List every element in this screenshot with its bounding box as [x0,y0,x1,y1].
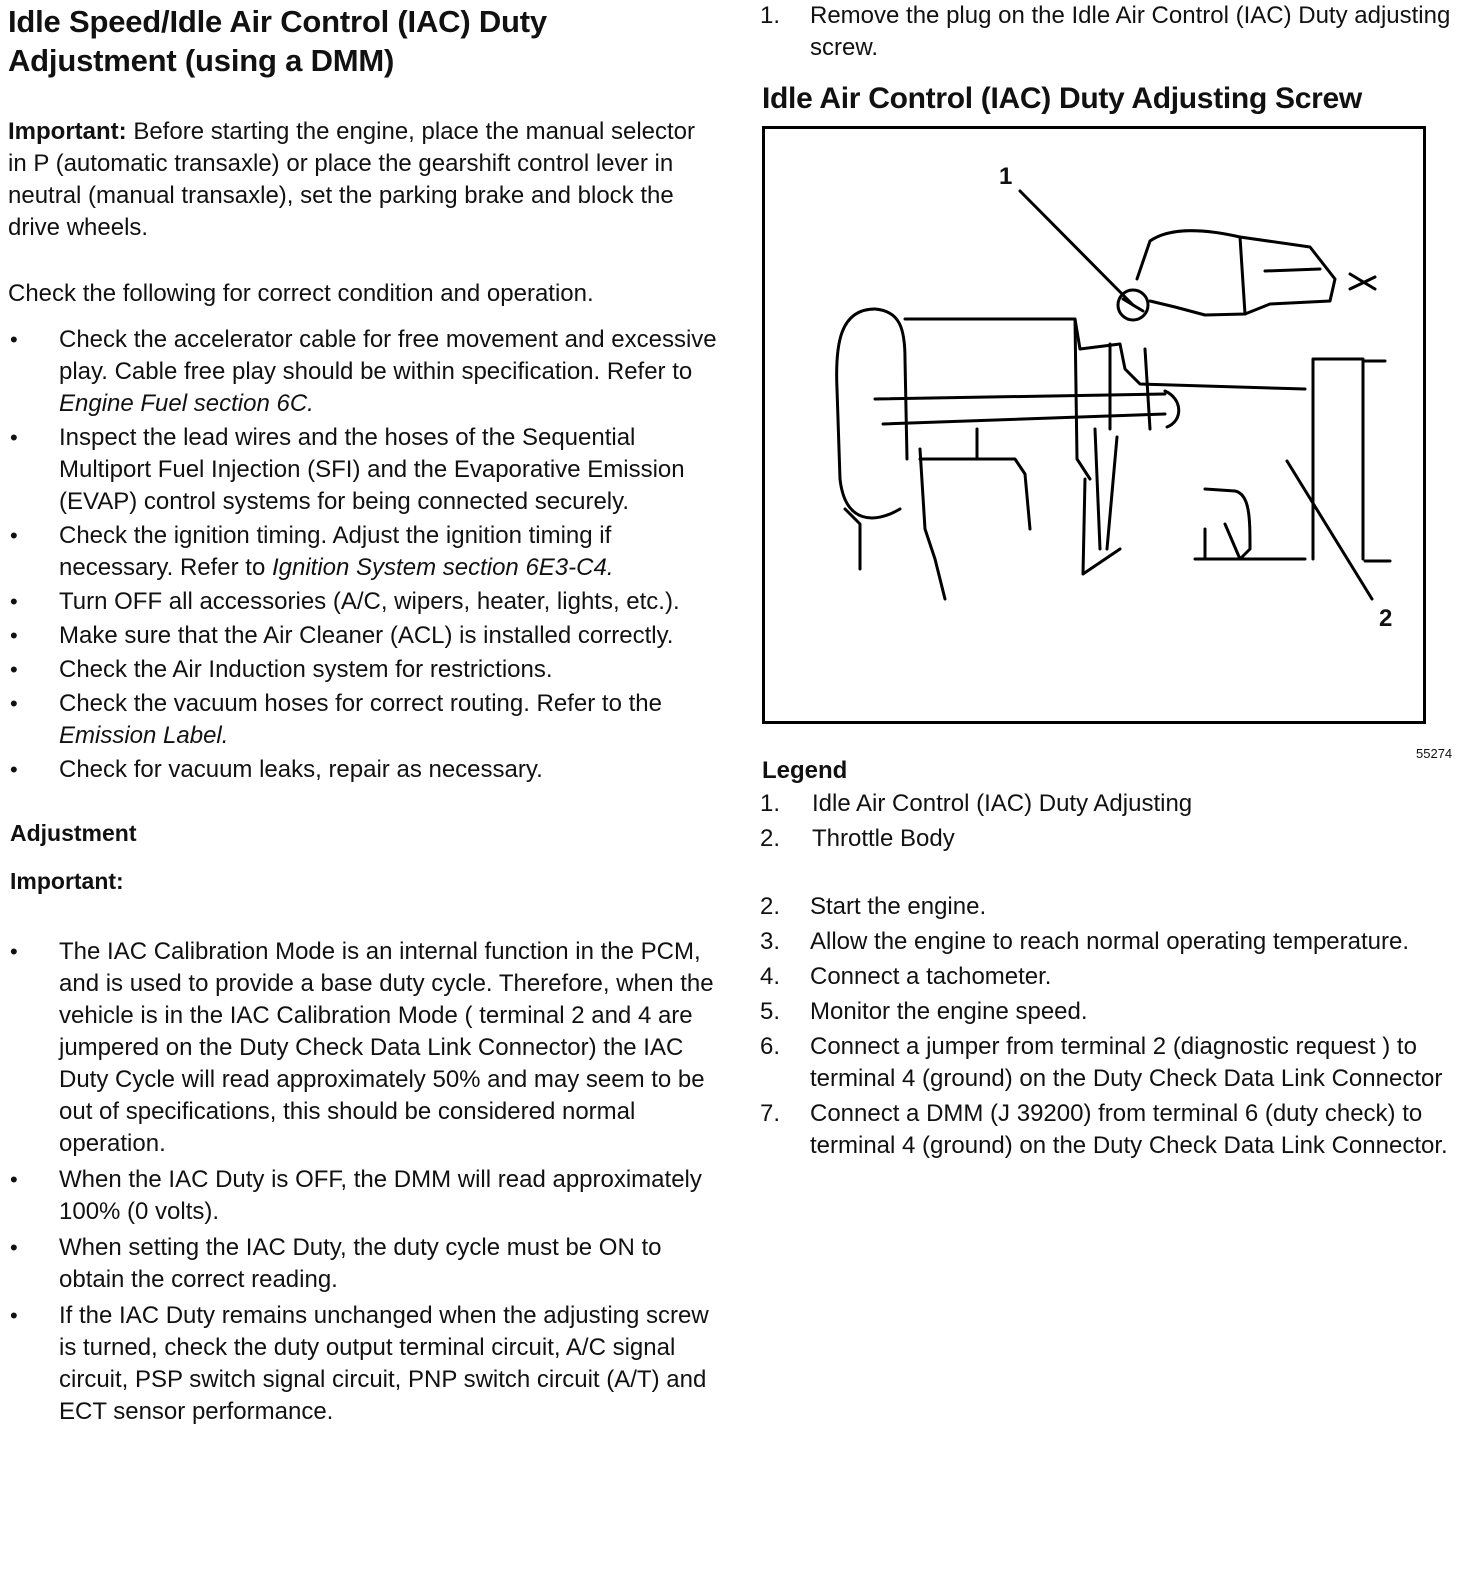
check-item: • Check the Air Induction system for restrictions. [8,654,718,686]
air-hose [837,309,900,518]
check-item: • Check the vacuum hoses for correct routing. Refer to the Emission Label. [8,688,718,752]
legend-item [760,788,1465,820]
callout-1-label: 1 [999,163,1013,190]
figure-id: 55274 [1416,746,1453,761]
step-text: Remove the plug on the Idle Air Control (IAC) Duty adjusting screw. [810,2,1451,61]
adjustment-notes [8,936,718,1428]
figure-title: Idle Air Control (IAC) Duty Adjusting Screw [762,82,1362,115]
step-number: 6. [760,1033,781,1060]
legend-text: Idle Air Control (IAC) Duty Adjusting [812,790,1193,817]
step-item [760,891,1465,923]
step-text: Connect a jumper from terminal 2 (diagnostic request ) to terminal 4 (ground) on the Duty Check Data Link Connector [810,1033,1443,1092]
check-item: • Turn OFF all accessories (A/C, wipers, heater, lights, etc.). [8,586,718,618]
step-text: Start the engine. [810,893,987,920]
sensor-connector [1137,231,1335,315]
step-item [760,961,1465,993]
step-text: Monitor the engine speed. [810,998,1088,1025]
important-label: Important: [8,118,127,145]
step-item [760,1031,1465,1095]
step-text: Connect a tachometer. [810,963,1052,990]
procedure-steps [760,891,1465,1162]
note-item: • The IAC Calibration Mode is an internal function in the PCM, and is used to provide a base duty cycle. Therefore, when the vehicle is in the IAC Calibration Mode ( terminal 2 and 4 are jumpered on the Duty Check Data Link Connector) the IAC Duty Cycle will read approximately 50% and may seem to be out of specifications, this should be considered normal operation. [8,936,718,1160]
legend-list [760,788,1465,855]
reference-link[interactable]: Engine Fuel section 6C. [59,390,314,417]
step-text: Allow the engine to reach normal operating temperature. [810,928,1410,955]
legend-number: 1. [760,790,781,817]
step-number: 3. [760,928,781,955]
step-number: 2. [760,893,781,920]
left-column [8,0,718,1432]
step-number: 7. [760,1100,781,1127]
callout-2-leader [1287,461,1372,599]
right-column [760,0,1465,1165]
check-item: • Check for vacuum leaks, repair as necessary. [8,754,718,786]
check-list [8,324,718,786]
step-item [760,996,1465,1028]
step-number: 4. [760,963,781,990]
step-number: 5. [760,998,781,1025]
note-item: • When setting the IAC Duty, the duty cycle must be ON to obtain the correct reading. [8,1232,718,1296]
step-text: Connect a DMM (J 39200) from terminal 6 (duty check) to terminal 4 (ground) on the Duty Check Data Link Connector. [810,1100,1448,1159]
note-item: • If the IAC Duty remains unchanged when the adjusting screw is turned, check the duty output terminal circuit, A/C signal circuit, PSP switch signal circuit, PNP switch circuit (A/T) and ECT sensor performance. [8,1300,718,1428]
note-item: • When the IAC Duty is OFF, the DMM will read approximately 100% (0 volts). [8,1164,718,1228]
page-title: Idle Speed/Idle Air Control (IAC) Duty Adjustment (using a DMM) [8,4,547,78]
adjustment-heading: Adjustment [10,820,137,846]
step-item [760,1098,1465,1162]
legend-title: Legend [762,757,848,784]
legend-number: 2. [760,825,781,852]
step-1-list [760,0,1465,64]
legend-item [760,823,1465,855]
throttle-bore [1313,359,1363,559]
step-number: 1. [760,2,781,29]
throttle-body-illustration [765,129,1423,721]
reference-link[interactable]: Emission Label. [59,722,229,749]
callout-2-label: 2 [1379,605,1393,632]
important-text: Before starting the engine, place the manual selector in P (automatic transaxle) or place the gearshift control lever in neutral (manual transaxle), set the parking brake and block the drive wheels. [8,118,696,241]
step-item [760,926,1465,958]
check-item: • Check the ignition timing. Adjust the ignition timing if necessary. Refer to Ignition System section 6E3-C4. [8,520,718,584]
throttle-housing [905,319,1305,389]
check-item: • Check the accelerator cable for free movement and excessive play. Cable free play should be within specification. Refer to Engine Fuel section 6C. [8,324,718,420]
adjustment-important-label: Important: [10,868,124,894]
check-intro: Check the following for correct condition and operation. [8,280,594,307]
bracket-rod [875,394,1165,399]
reference-link[interactable]: Ignition System section 6E3-C4. [271,554,614,581]
important-intro [8,116,718,244]
figure-frame [762,126,1426,724]
step-item [760,0,1465,64]
check-item: • Make sure that the Air Cleaner (ACL) is installed correctly. [8,620,718,652]
legend-text: Throttle Body [812,825,955,852]
check-item: • Inspect the lead wires and the hoses of the Sequential Multiport Fuel Injection (SFI) and the Evaporative Emission (EVAP) control systems for being connected securely. [8,422,718,518]
callout-1-leader [1020,191,1133,305]
